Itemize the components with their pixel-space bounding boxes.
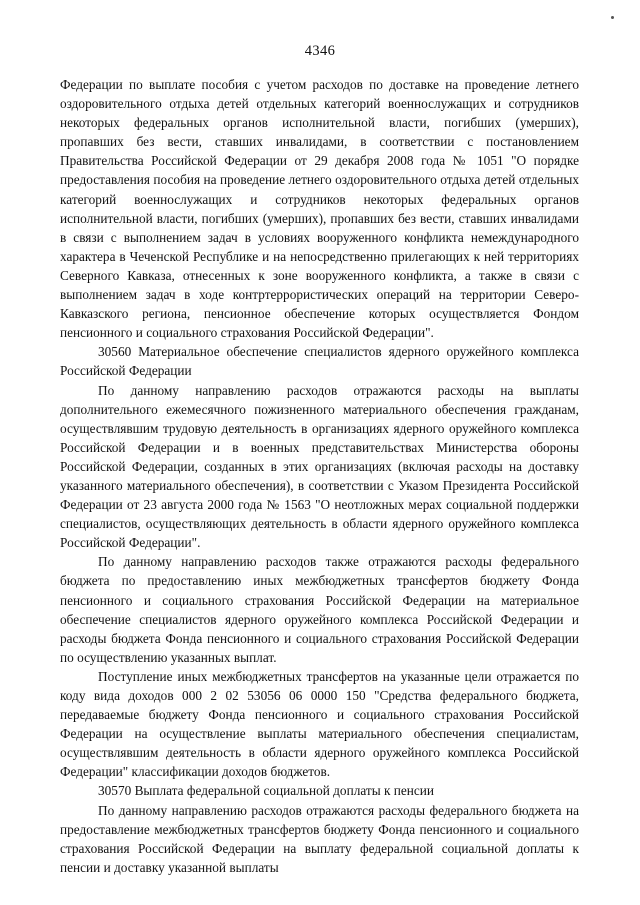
paragraph-3: По данному направлению расходов отражаются расходы на выплаты дополнительного ежемесячного пожизненного материального обеспечения гражданам, осуществлявшим трудовую деятельность в организациях ядерного оружейного комплекса Российской Федерации и в военных представительствах Министерства обороны Российской Федерации, созданных в этих организациях (включая расходы на доставку указанного материального обеспечения), в соответствии с Указом Президента Российской Федерации от 23 августа 2000 года № 1563 "О неотложных мерах социальной поддержки специалистов, осуществляющих деятельность в области ядерного оружейного комплекса Российской Федерации".: [60, 382, 579, 551]
paragraph-5: Поступление иных межбюджетных трансфертов на указанные цели отражается по коду вида доходов 000 2 02 53056 06 0000 150 "Средства федерального бюджета, передаваемые бюджету Фонда пенсионного и социального страхования Российской Федерации на осуществление выплаты материального обеспечения специалистам, осуществлявшим деятельность в области ядерного оружейного комплекса Российской Федерации" классификации доходов бюджетов.: [60, 668, 579, 780]
paragraph-6: 30570 Выплата федеральной социальной доплаты к пенсии: [98, 783, 435, 799]
document-body: [60, 75, 579, 877]
paragraph-7: По данному направлению расходов отражаются расходы федерального бюджета на предоставление межбюджетных трансфертов бюджету Фонда пенсионного и социального страхования Российской Федерации на выплату федеральной социальной доплаты к пенсии и доставку указанной выплаты: [60, 802, 579, 875]
paragraph-4: По данному направлению расходов также отражаются расходы федерального бюджета по предоставлению иных межбюджетных трансфертов бюджету Фонда пенсионного и социального страхования Российской Федерации на материальное обеспечение специалистов ядерного оружейного комплекса Российской Федерации и расходы бюджета Фонда пенсионного и социального страхования Российской Федерации по осуществлению указанных выплат.: [60, 554, 579, 665]
page-corner-mark: [611, 16, 614, 19]
paragraph-2: 30560 Материальное обеспечение специалистов ядерного оружейного комплекса Российской Федерации: [60, 344, 579, 379]
page-number: 4346: [304, 43, 336, 59]
paragraph-1: Федерации по выплате пособия с учетом расходов по доставке на проведение летнего оздоровительного отдыха детей отдельных категорий военнослужащих и сотрудников некоторых федеральных органов исполнительной власти, погибших (умерших), пропавших без вести, ставших инвалидами, в соответствии с постановлением Правительства Российской Федерации от 29 декабря 2008 года № 1051 "О порядке предоставления пособия на проведение летнего оздоровительного отдыха детей отдельных категорий военнослужащих и сотрудников некоторых федеральных органов исполнительной власти, погибших (умерших), пропавших без вести, ставших инвалидами в связи с выполнением задач в условиях вооруженного конфликта немеждународного характера в Чеченской Республике и на непосредственно прилегающих к ней территориях Северного Кавказа, отнесенных к зоне вооруженного конфликта, а также в связи с выполнением задач в ходе контртеррористических операций на территории Северо-Кавказского региона, пенсионное обеспечение которых осуществляется Фондом пенсионного и социального страхования Российской Федерации".: [60, 77, 579, 341]
